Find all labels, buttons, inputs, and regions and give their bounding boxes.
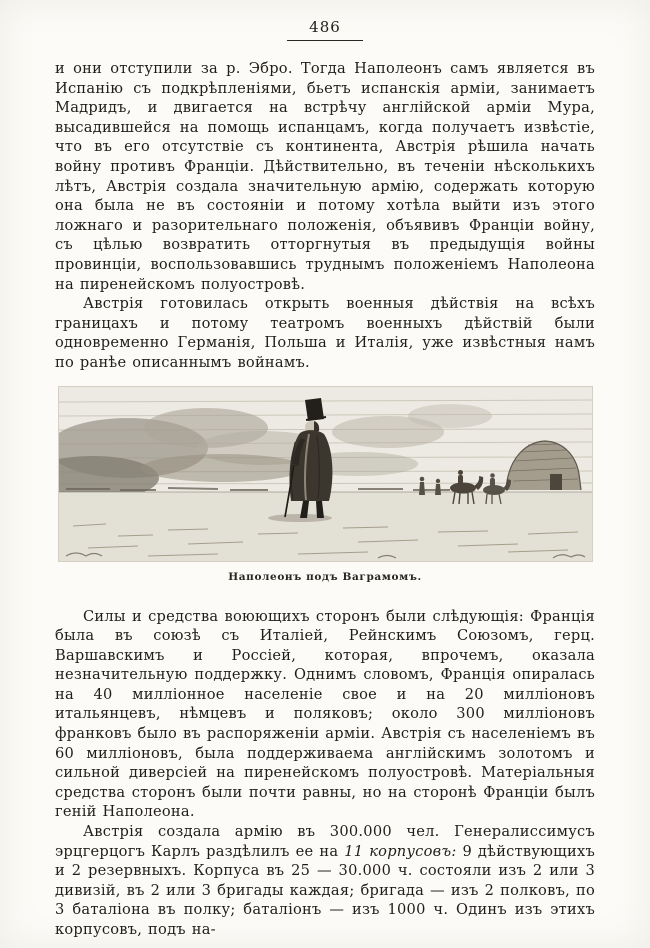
paragraph-3: Силы и средства воюющихъ сторонъ были слѣдующія: Франція была въ союзѣ съ Италіей, Рейнскимъ Союзомъ, герц. Варшавскимъ и Россіей, которая, впрочемъ, оказала незначительную поддержку. Однимъ словомъ, Франція опиралась на 40 милліонное населеніе свое и на 20 милліоновъ итальянцевъ, нѣмцевъ и поляковъ; около 300 милліоновъ франковъ было въ распоряженіи арміи. Австрія съ населеніемъ въ 60 милліоновъ, была поддерживаема англійскимъ золотомъ и сильной диверсіей на пиренейскомъ полуостровѣ. Матеріальныя средства сторонъ были почти равны, но на сторонѣ Франціи былъ геній Наполеона. [55, 607, 595, 821]
wagram-figure [55, 386, 595, 583]
paragraph-4 [55, 822, 595, 940]
napoleon-wagram-engraving [58, 386, 593, 562]
page-content [55, 59, 595, 940]
paragraph-2: Австрія готовилась открыть военныя дѣйствія на всѣхъ границахъ и потому театромъ военныхъ дѣйствій были одновременно Германія, Польша и Италія, уже извѣстныя намъ по ранѣе описаннымъ войнамъ. [55, 295, 595, 371]
paragraph-4-italic-phrase: 11 корпусовъ: [344, 842, 457, 860]
paragraph-4-text-cont: 9 дѣйствующихъ и 2 резервныхъ. Корпуса въ 25 — 30.000 ч. состояли изъ 2 или 3 дивизій, въ 2 или 3 бригады каждая; бригада — изъ 2 полковъ, по 3 баталіона въ полку; баталіонъ — изъ 1000 ч. Одинъ изъ этихъ корпусовъ, подъ на- [55, 842, 595, 938]
engraving-image [58, 386, 593, 562]
paragraph-4-text: Австрія создала армію въ 300.000 чел. Генералиссимусъ эрцгерцогъ Карлъ раздѣлилъ ее на [55, 823, 595, 860]
page-number: 486 [287, 18, 363, 41]
figure-caption: Наполеонъ подъ Ваграмомъ. [228, 570, 422, 583]
page-header [0, 17, 650, 41]
paragraph-1: и они отступили за р. Эбро. Тогда Наполеонъ самъ является въ Испанію съ подкрѣпленіями, бьетъ испанскія арміи, занимаетъ Мадридъ, и двигается на встрѣчу англійской арміи Мура, высадившейся на помощь испанцамъ, когда получаетъ извѣстіе, что въ его отсутствіе съ континента, Австрія рѣшила начать войну противъ Франціи. Дѣйствительно, въ теченіи нѣсколькихъ лѣтъ, Австрія создала значительную армію, содержать которую она была не въ состояніи и потому хотѣла выйти изъ этого ложнаго и разорительнаго положенія, объявивъ Франціи войну, съ цѣлью возвратить отторгнутыя въ предыдущія войны провинціи, воспользовавшись труднымъ положеніемъ Наполеона на пиренейскомъ полуостровѣ. [55, 60, 595, 293]
